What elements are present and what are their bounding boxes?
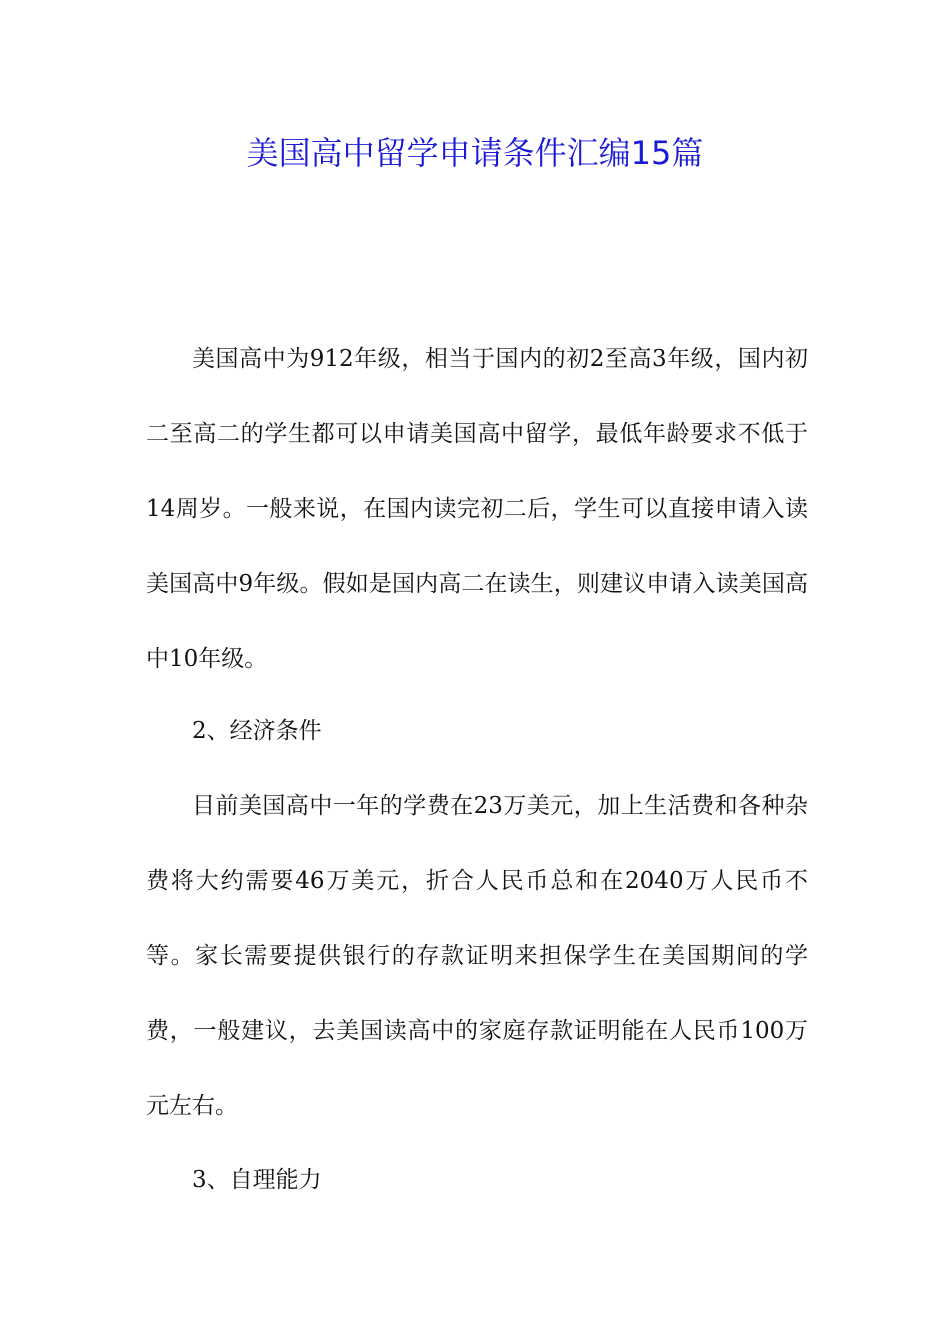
section-heading-self-care: 3、自理能力: [192, 1167, 322, 1193]
document-title: 美国高中留学申请条件汇编15篇: [246, 134, 704, 172]
section-heading-economic: 2、经济条件: [192, 718, 322, 744]
paragraph-economic-conditions: 目前美国高中一年的学费在23万美元，加上生活费和各种杂费将大约需要46万美元，折合人民币总和在2040万人民币不等。家长需要提供银行的存款证明来担保学生在美国期间的学费，一般建议，去美国读高中的家庭存款证明能在人民币100万元左右。: [146, 793, 808, 1119]
paragraph-age-requirement: 美国高中为912年级，相当于国内的初2至高3年级，国内初二至高二的学生都可以申请美国高中留学，最低年龄要求不低于14周岁。一般来说，在国内读完初二后，学生可以直接申请入读美国高中9年级。假如是国内高二在读生，则建议申请入读美国高中10年级。: [146, 346, 808, 672]
